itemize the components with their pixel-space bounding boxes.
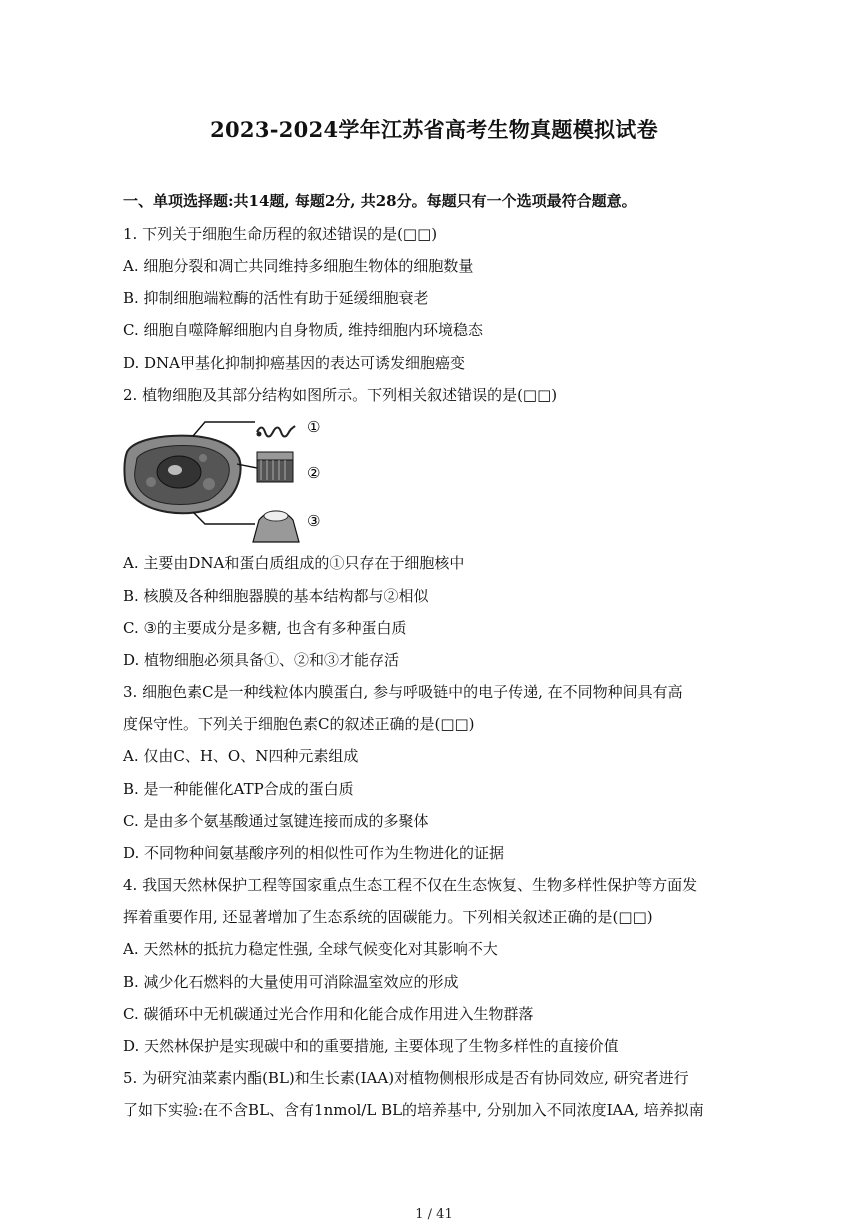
option-2c: C. ③的主要成分是多糖, 也含有多种蛋白质	[123, 619, 407, 637]
page-number: 1 / 41	[415, 1207, 453, 1222]
question-3-line-2: 度保守性。下列关于细胞色素C的叙述正确的是(□□)	[123, 715, 475, 733]
question-5-line-2: 了如下实验:在不含BL、含有1nmol/L BL的培养基中, 分别加入不同浓度IAA, 培养拟南	[123, 1101, 704, 1119]
option-2a: A. 主要由DNA和蛋白质组成的①只存在于细胞核中	[123, 554, 465, 572]
question-2: 2. 植物细胞及其部分结构如图所示。下列相关叙述错误的是(□□)	[123, 386, 558, 404]
option-4c: C. 碳循环中无机碳通过光合作用和化能合成作用进入生物群落	[123, 1005, 534, 1023]
option-1b: B. 抑制细胞端粒酶的活性有助于延缓细胞衰老	[123, 289, 429, 307]
question-4-line-2: 挥着重要作用, 还显著增加了生态系统的固碳能力。下列相关叙述正确的是(□□)	[123, 908, 653, 926]
question-5-line-1: 5. 为研究油菜素内酯(BL)和生长素(IAA)对植物侧根形成是否有协同效应, 研究者进行	[123, 1069, 689, 1087]
option-1d: D. DNA甲基化抑制抑癌基因的表达可诱发细胞癌变	[123, 354, 466, 372]
option-2b: B. 核膜及各种细胞器膜的基本结构都与②相似	[123, 587, 429, 605]
question-1: 1. 下列关于细胞生命历程的叙述错误的是(□□)	[123, 225, 438, 243]
section-heading: 一、单项选择题:共14题, 每题2分, 共28分。每题只有一个选项最符合题意。	[123, 192, 637, 210]
option-4d: D. 天然林保护是实现碳中和的重要措施, 主要体现了生物多样性的直接价值	[123, 1037, 619, 1055]
figure-label-3: ③	[307, 512, 321, 530]
option-1c: C. 细胞自噬降解细胞内自身物质, 维持细胞内环境稳态	[123, 321, 484, 339]
figure-label-2: ②	[307, 464, 321, 482]
figure-label-1: ①	[307, 418, 321, 436]
option-2d: D. 植物细胞必须具备①、②和③才能存活	[123, 651, 400, 669]
option-3c: C. 是由多个氨基酸通过氢键连接而成的多聚体	[123, 812, 429, 830]
option-4b: B. 减少化石燃料的大量使用可消除温室效应的形成	[123, 973, 459, 991]
question-4-line-1: 4. 我国天然林保护工程等国家重点生态工程不仅在生态恢复、生物多样性保护等方面发	[123, 876, 698, 894]
option-3d: D. 不同物种间氨基酸序列的相似性可作为生物进化的证据	[123, 844, 505, 862]
plant-cell-figure	[123, 412, 343, 544]
option-3b: B. 是一种能催化ATP合成的蛋白质	[123, 780, 354, 798]
option-1a: A. 细胞分裂和凋亡共同维持多细胞生物体的细胞数量	[123, 257, 474, 275]
page-title: 2023-2024学年江苏省高考生物真题模拟试卷	[210, 117, 658, 142]
question-3-line-1: 3. 细胞色素C是一种线粒体内膜蛋白, 参与呼吸链中的电子传递, 在不同物种间具有高	[123, 683, 683, 701]
option-3a: A. 仅由C、H、O、N四种元素组成	[123, 747, 359, 765]
option-4a: A. 天然林的抵抗力稳定性强, 全球气候变化对其影响不大	[123, 940, 498, 958]
